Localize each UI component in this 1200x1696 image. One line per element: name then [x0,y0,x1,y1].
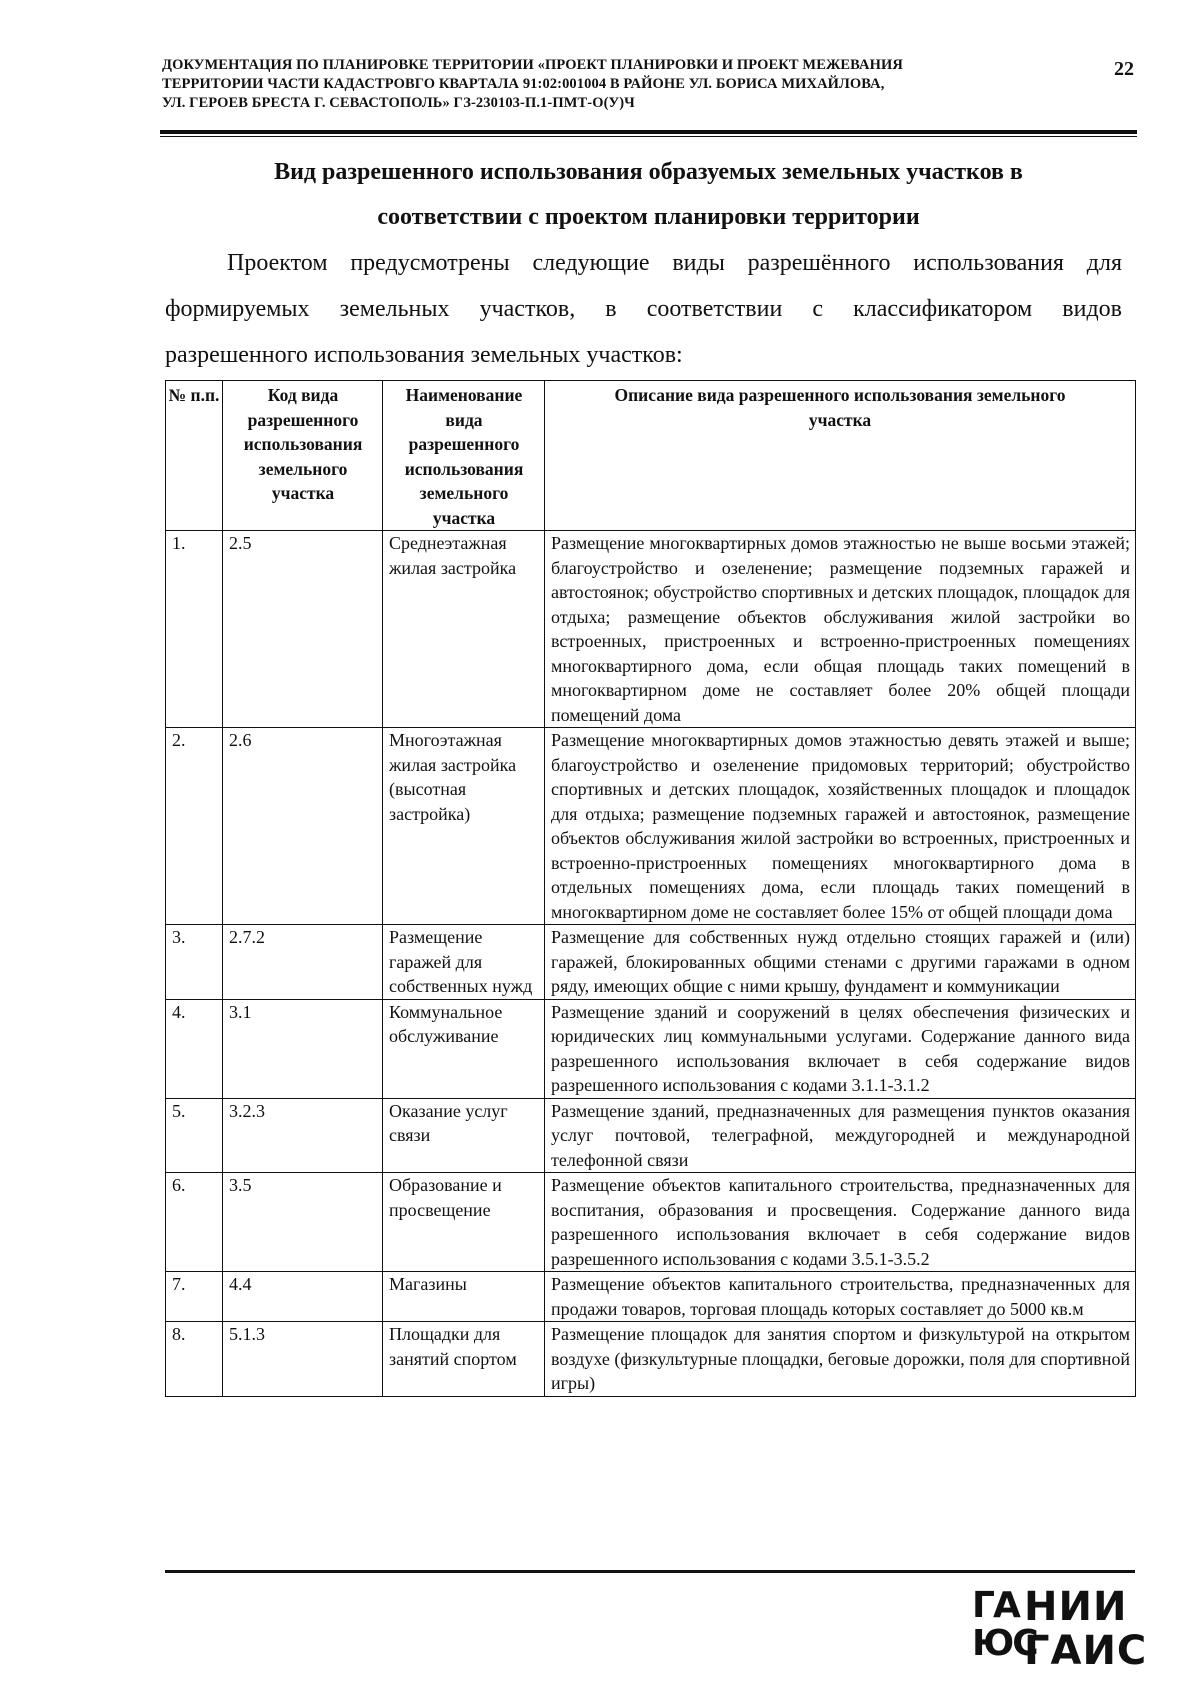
page-number: 22 [1114,58,1134,80]
row-desc-cell: Размещение объектов капитального строительства, предназначенных для воспитания, образования и просвещения. Содержание данного вида разрешенного использования включает в себя содержание видов разрешенного использования с кодами 3.5.1-3.5.2 [545,1173,1136,1272]
row-code-cell: 3.1 [223,999,383,1098]
row-name-cell: Магазины [383,1272,545,1322]
header-desc: Описание вида разрешенного использования земельного участка [545,381,1136,531]
header-name: Наименование вида разрешенного использования земельного участка [383,381,545,531]
header-line-3: УЛ. ГЕРОЕВ БРЕСТА Г. СЕВАСТОПОЛЬ» ГЗ-230103-П.1-ПМТ-О(У)Ч [162,95,635,111]
logo-name-bottom: ГАИС [1024,1628,1148,1674]
row-code-cell: 3.5 [223,1173,383,1272]
footer-rule [165,1570,1135,1573]
logo-name-top: НИИ [1024,1584,1128,1630]
header-rule-thin [160,136,1137,137]
logo-mark-bottom: ЮС [972,1623,1037,1664]
header-line-1: ДОКУМЕНТАЦИЯ ПО ПЛАНИРОВКЕ ТЕРРИТОРИИ «ПРОЕКТ ПЛАНИРОВКИ И ПРОЕКТ МЕЖЕВАНИЯ [162,57,903,73]
row-code-cell: 5.1.3 [223,1322,383,1397]
row-num-cell: 4. [166,999,223,1098]
intro-line-2: формируемых земельных участков, в соответствии с классификатором видов [165,296,1122,322]
row-desc-cell: Размещение многоквартирных домов этажностью девять этажей и выше; благоустройство и озеленение придомовых территорий; обустройство спортивных и детских площадок, хозяйственных площадок и площадок для отдыха; размещение подземных гаражей и автостоянок, размещение объектов обслуживания жилой застройки во встроенных, пристроенных и встроенно-пристроенных помещениях многоквартирного дома в отдельных помещениях дома, если площадь таких помещений в многоквартирном доме не составляет более 15% от общей площади дома [545,728,1136,925]
row-name-cell: Размещение гаражей для собственных нужд [383,925,545,1000]
logo-mark [972,1585,1037,1665]
niigais-logo [972,1585,1147,1675]
row-name-cell: Среднеэтажная жилая застройка [383,531,545,728]
row-desc-cell: Размещение зданий, предназначенных для размещения пунктов оказания услуг почтовой, телеграфной, междугородней и международной телефонной связи [545,1098,1136,1173]
row-name-cell: Многоэтажная жилая застройка (высотная застройка) [383,728,545,925]
row-num-cell: 5. [166,1098,223,1173]
row-code-cell: 2.6 [223,728,383,925]
table-row [166,1322,1136,1397]
row-num-cell: 7. [166,1272,223,1322]
row-name-cell: Коммунальное обслуживание [383,999,545,1098]
header-code: Код вида разрешенного использования земельного участка [223,381,383,531]
intro-line-3: разрешенного использования земельных участков: [165,342,683,368]
table-body [166,531,1136,1397]
table-row [166,1098,1136,1173]
row-code-cell: 2.5 [223,531,383,728]
table-row [166,999,1136,1098]
intro-paragraph [165,240,1122,378]
intro-line-1: Проектом предусмотрены следующие виды разрешённого использования для [227,250,1122,276]
section-title [160,150,1137,240]
table-row [166,1272,1136,1322]
table-row [166,1173,1136,1272]
section-title-line-2: соответствии с проектом планировки территории [377,204,920,230]
row-num-cell: 8. [166,1322,223,1397]
section-title-line-1: Вид разрешенного использования образуемых земельных участков в [274,159,1023,185]
row-num-cell: 6. [166,1173,223,1272]
table-row [166,531,1136,728]
header-line-2: ТЕРРИТОРИИ ЧАСТИ КАДАСТРОВГО КВАРТАЛА 91:02:001004 В РАЙОНЕ УЛ. БОРИСА МИХАЙЛОВА, [162,76,885,92]
table-row [166,728,1136,925]
row-num-cell: 1. [166,531,223,728]
row-desc-cell: Размещение многоквартирных домов этажностью не выше восьми этажей; благоустройство и озеленение; размещение подземных гаражей и автостоянок; обустройство спортивных и детских площадок, площадок для отдыха; размещение объектов обслуживания жилой застройки во встроенных, пристроенных и встроенно-пристроенных помещениях многоквартирного дома, если общая площадь таких помещений в многоквартирном доме не составляет более 20% общей площади помещений дома [545,531,1136,728]
row-num-cell: 3. [166,925,223,1000]
row-name-cell: Площадки для занятий спортом [383,1322,545,1397]
row-code-cell: 3.2.3 [223,1098,383,1173]
document-header [162,56,1062,113]
row-name-cell: Образование и просвещение [383,1173,545,1272]
row-desc-cell: Размещение для собственных нужд отдельно стоящих гаражей и (или) гаражей, блокированных общими стенами с другими гаражами в одном ряду, имеющих общие с ними крышу, фундамент и коммуникации [545,925,1136,1000]
row-code-cell: 2.7.2 [223,925,383,1000]
row-code-cell: 4.4 [223,1272,383,1322]
logo-mark-top: ГА [972,1585,1019,1626]
header-rule [160,130,1137,134]
logo-name [1024,1585,1147,1673]
row-desc-cell: Размещение зданий и сооружений в целях обеспечения физических и юридических лиц коммунальными услугами. Содержание данного вида разрешенного использования включает в себя содержание видов разрешенного использования с кодами 3.1.1-3.1.2 [545,999,1136,1098]
row-desc-cell: Размещение площадок для занятия спортом и физкультурой на открытом воздухе (физкультурные площадки, беговые дорожки, поля для спортивной игры) [545,1322,1136,1397]
header-num: № п.п. [166,381,223,531]
row-name-cell: Оказание услуг связи [383,1098,545,1173]
table-row [166,925,1136,1000]
table-header-row [166,381,1136,531]
row-num-cell: 2. [166,728,223,925]
land-use-table [165,380,1136,1397]
row-desc-cell: Размещение объектов капитального строительства, предназначенных для продажи товаров, торговая площадь которых составляет до 5000 кв.м [545,1272,1136,1322]
